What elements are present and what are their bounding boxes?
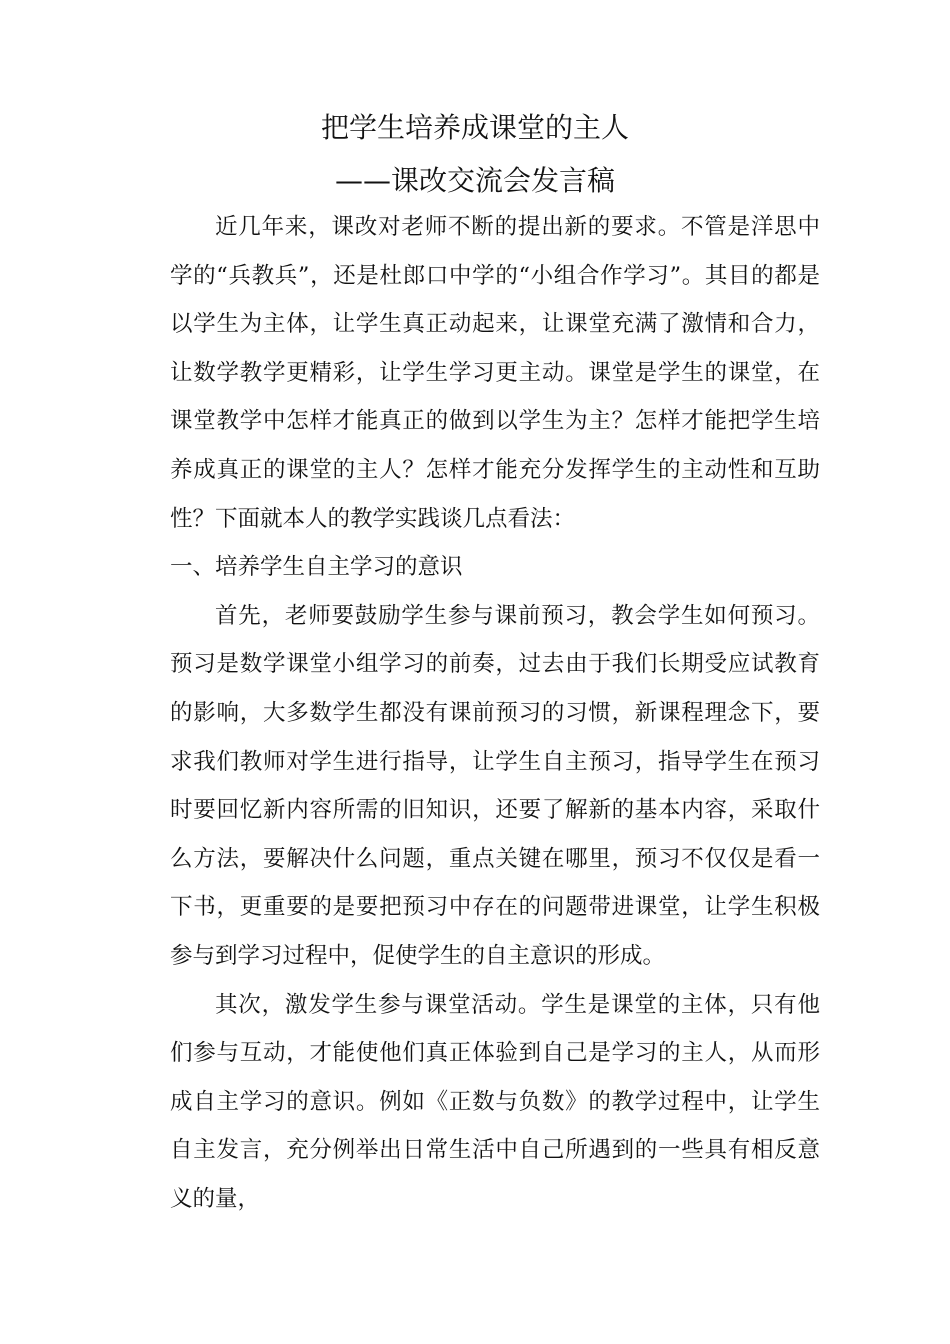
section-heading: 一、培养学生自主学习的意识 <box>170 554 463 581</box>
document-body <box>170 203 820 1223</box>
document-subtitle: ——课改交流会发言稿 <box>334 164 615 197</box>
paragraph-intro: 近几年来，课改对老师不断的提出新的要求。不管是洋思中学的“兵教兵”，还是杜郎口中学的“小组合作学习”。其目的都是以学生为主体，让学生真正动起来，让课堂充满了激情和合力，让数学教学更精彩，让学生学习更主动。课堂是学生的课堂，在课堂教学中怎样才能真正的做到以学生为主？怎样才能把学生培养成真正的课堂的主人？怎样才能充分发挥学生的主动性和互助性？下面就本人的教学实践谈几点看法： <box>170 214 820 532</box>
document-title: 把学生培养成课堂的主人 <box>320 111 629 144</box>
paragraph-first: 首先，老师要鼓励学生参与课前预习，教会学生如何预习。预习是数学课堂小组学习的前奏，过去由于我们长期受应试教育的影响，大多数学生都没有课前预习的习惯，新课程理念下，要求我们教师对学生进行指导，让学生自主预习，指导学生在预习时要回忆新内容所需的旧知识，还要了解新的基本内容，采取什么方法，要解决什么问题，重点关键在哪里，预习不仅仅是看一下书，更重要的是要把预习中存在的问题带进课堂，让学生积极参与到学习过程中，促使学生的自主意识的形成。 <box>170 602 820 969</box>
paragraph-second: 其次，激发学生参与课堂活动。学生是课堂的主体，只有他们参与互动，才能使他们真正体验到自己是学习的主人，从而形成自主学习的意识。例如《正数与负数》的教学过程中，让学生自主发言，充分例举出日常生活中自己所遇到的一些具有相反意义的量， <box>170 991 820 1212</box>
